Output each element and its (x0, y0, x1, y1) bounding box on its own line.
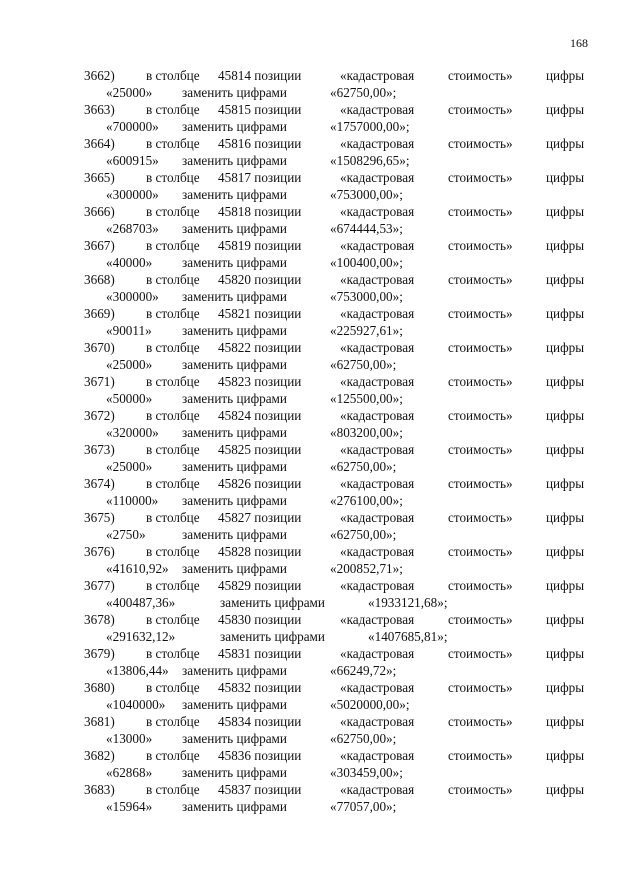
old-value: «13000» (106, 731, 153, 746)
replace-text: заменить цифрами (220, 595, 325, 610)
column-text: в столбце (146, 374, 200, 389)
digits-word: цифры (546, 170, 585, 185)
position-text: 45821 позиции (218, 306, 302, 321)
replace-text: заменить цифрами (220, 629, 325, 644)
new-value: «62750,00»; (330, 357, 397, 372)
digits-word: цифры (546, 680, 585, 695)
amendment-line-1 (84, 713, 594, 730)
value-word: стоимость» (448, 782, 513, 797)
item-number: 3669) (84, 306, 115, 321)
amendment-line-2 (84, 220, 594, 237)
digits-word: цифры (546, 612, 585, 627)
position-text: 45814 позиции (218, 68, 302, 83)
value-word: стоимость» (448, 578, 513, 593)
item-number: 3666) (84, 204, 115, 219)
column-text: в столбце (146, 306, 200, 321)
position-text: 45823 позиции (218, 374, 302, 389)
replace-text: заменить цифрами (182, 697, 287, 712)
position-text: 45818 позиции (218, 204, 302, 219)
item-number: 3663) (84, 102, 115, 117)
new-value: «5020000,00»; (330, 697, 410, 712)
amendment-item (84, 407, 594, 441)
column-text: в столбце (146, 510, 200, 525)
value-word: стоимость» (448, 374, 513, 389)
amendment-line-1 (84, 135, 594, 152)
amendment-line-2 (84, 390, 594, 407)
amendment-line-1 (84, 645, 594, 662)
new-value: «1407685,81»; (368, 629, 448, 644)
cadastral-word: «кадастровая (340, 510, 415, 525)
column-text: в столбце (146, 646, 200, 661)
item-number: 3678) (84, 612, 115, 627)
amendment-line-2 (84, 424, 594, 441)
cadastral-word: «кадастровая (340, 68, 415, 83)
item-number: 3677) (84, 578, 115, 593)
old-value: «700000» (106, 119, 159, 134)
value-word: стоимость» (448, 612, 513, 627)
amendment-line-1 (84, 747, 594, 764)
column-text: в столбце (146, 612, 200, 627)
item-number: 3672) (84, 408, 115, 423)
cadastral-word: «кадастровая (340, 136, 415, 151)
cadastral-word: «кадастровая (340, 612, 415, 627)
new-value: «66249,72»; (330, 663, 397, 678)
value-word: стоимость» (448, 306, 513, 321)
item-number: 3674) (84, 476, 115, 491)
amendment-line-1 (84, 67, 594, 84)
amendment-item (84, 747, 594, 781)
column-text: в столбце (146, 748, 200, 763)
replace-text: заменить цифрами (182, 663, 287, 678)
amendment-line-2 (84, 594, 594, 611)
amendment-line-2 (84, 152, 594, 169)
position-text: 45820 позиции (218, 272, 302, 287)
amendment-line-1 (84, 305, 594, 322)
value-word: стоимость» (448, 680, 513, 695)
old-value: «268703» (106, 221, 159, 236)
amendment-line-2 (84, 526, 594, 543)
cadastral-word: «кадастровая (340, 442, 415, 457)
column-text: в столбце (146, 102, 200, 117)
item-number: 3682) (84, 748, 115, 763)
amendment-item (84, 339, 594, 373)
value-word: стоимость» (448, 442, 513, 457)
digits-word: цифры (546, 272, 585, 287)
position-text: 45831 позиции (218, 646, 302, 661)
new-value: «62750,00»; (330, 459, 397, 474)
cadastral-word: «кадастровая (340, 170, 415, 185)
column-text: в столбце (146, 714, 200, 729)
replace-text: заменить цифрами (182, 459, 287, 474)
amendment-line-1 (84, 169, 594, 186)
replace-text: заменить цифрами (182, 85, 287, 100)
replace-text: заменить цифрами (182, 765, 287, 780)
item-number: 3670) (84, 340, 115, 355)
new-value: «77057,00»; (330, 799, 397, 814)
value-word: стоимость» (448, 68, 513, 83)
replace-text: заменить цифрами (182, 289, 287, 304)
amendment-item (84, 203, 594, 237)
old-value: «110000» (106, 493, 159, 508)
old-value: «1040000» (106, 697, 166, 712)
value-word: стоимость» (448, 102, 513, 117)
amendment-line-1 (84, 679, 594, 696)
old-value: «25000» (106, 357, 153, 372)
item-number: 3673) (84, 442, 115, 457)
replace-text: заменить цифрами (182, 493, 287, 508)
new-value: «753000,00»; (330, 289, 403, 304)
column-text: в столбце (146, 782, 200, 797)
replace-text: заменить цифрами (182, 187, 287, 202)
cadastral-word: «кадастровая (340, 578, 415, 593)
amendment-line-1 (84, 611, 594, 628)
value-word: стоимость» (448, 714, 513, 729)
position-text: 45829 позиции (218, 578, 302, 593)
digits-word: цифры (546, 374, 585, 389)
cadastral-word: «кадастровая (340, 204, 415, 219)
column-text: в столбце (146, 170, 200, 185)
old-value: «25000» (106, 85, 153, 100)
amendment-item (84, 135, 594, 169)
amendment-line-1 (84, 781, 594, 798)
cadastral-word: «кадастровая (340, 272, 415, 287)
new-value: «62750,00»; (330, 85, 397, 100)
position-text: 45825 позиции (218, 442, 302, 457)
amendment-line-2 (84, 628, 594, 645)
replace-text: заменить цифрами (182, 255, 287, 270)
digits-word: цифры (546, 408, 585, 423)
cadastral-word: «кадастровая (340, 714, 415, 729)
old-value: «291632,12» (106, 629, 176, 644)
position-text: 45816 позиции (218, 136, 302, 151)
value-word: стоимость» (448, 510, 513, 525)
amendment-line-2 (84, 84, 594, 101)
old-value: «13806,44» (106, 663, 169, 678)
page-number: 168 (570, 36, 588, 50)
cadastral-word: «кадастровая (340, 748, 415, 763)
cadastral-word: «кадастровая (340, 340, 415, 355)
value-word: стоимость» (448, 748, 513, 763)
position-text: 45819 позиции (218, 238, 302, 253)
column-text: в столбце (146, 238, 200, 253)
amendment-line-2 (84, 356, 594, 373)
amendment-line-1 (84, 203, 594, 220)
digits-word: цифры (546, 510, 585, 525)
new-value: «200852,71»; (330, 561, 403, 576)
column-text: в столбце (146, 476, 200, 491)
replace-text: заменить цифрами (182, 119, 287, 134)
amendment-item (84, 611, 594, 645)
new-value: «674444,53»; (330, 221, 403, 236)
replace-text: заменить цифрами (182, 425, 287, 440)
column-text: в столбце (146, 204, 200, 219)
amendment-line-2 (84, 322, 594, 339)
digits-word: цифры (546, 340, 585, 355)
new-value: «100400,00»; (330, 255, 403, 270)
value-word: стоимость» (448, 408, 513, 423)
old-value: «400487,36» (106, 595, 176, 610)
cadastral-word: «кадастровая (340, 306, 415, 321)
column-text: в столбце (146, 442, 200, 457)
amendment-item (84, 645, 594, 679)
item-number: 3683) (84, 782, 115, 797)
amendment-item (84, 169, 594, 203)
cadastral-word: «кадастровая (340, 238, 415, 253)
cadastral-word: «кадастровая (340, 476, 415, 491)
new-value: «225927,61»; (330, 323, 403, 338)
replace-text: заменить цифрами (182, 357, 287, 372)
amendment-line-2 (84, 118, 594, 135)
amendment-item (84, 475, 594, 509)
item-number: 3671) (84, 374, 115, 389)
position-text: 45832 позиции (218, 680, 302, 695)
amendment-line-1 (84, 101, 594, 118)
new-value: «125500,00»; (330, 391, 403, 406)
position-text: 45826 позиции (218, 476, 302, 491)
amendment-line-1 (84, 577, 594, 594)
position-text: 45824 позиции (218, 408, 302, 423)
position-text: 45836 позиции (218, 748, 302, 763)
digits-word: цифры (546, 102, 585, 117)
item-number: 3675) (84, 510, 115, 525)
amendment-item (84, 679, 594, 713)
position-text: 45834 позиции (218, 714, 302, 729)
digits-word: цифры (546, 782, 585, 797)
digits-word: цифры (546, 136, 585, 151)
old-value: «320000» (106, 425, 159, 440)
column-text: в столбце (146, 544, 200, 559)
replace-text: заменить цифрами (182, 527, 287, 542)
item-number: 3668) (84, 272, 115, 287)
old-value: «40000» (106, 255, 153, 270)
amendment-line-1 (84, 237, 594, 254)
position-text: 45815 позиции (218, 102, 302, 117)
new-value: «753000,00»; (330, 187, 403, 202)
item-number: 3680) (84, 680, 115, 695)
old-value: «300000» (106, 289, 159, 304)
amendment-line-2 (84, 764, 594, 781)
item-number: 3676) (84, 544, 115, 559)
amendment-line-2 (84, 798, 594, 815)
digits-word: цифры (546, 714, 585, 729)
column-text: в столбце (146, 136, 200, 151)
new-value: «62750,00»; (330, 731, 397, 746)
cadastral-word: «кадастровая (340, 782, 415, 797)
new-value: «303459,00»; (330, 765, 403, 780)
cadastral-word: «кадастровая (340, 374, 415, 389)
position-text: 45822 позиции (218, 340, 302, 355)
amendment-item (84, 237, 594, 271)
amendment-line-1 (84, 407, 594, 424)
amendment-line-2 (84, 458, 594, 475)
old-value: «62868» (106, 765, 153, 780)
replace-text: заменить цифрами (182, 221, 287, 236)
position-text: 45837 позиции (218, 782, 302, 797)
amendment-line-2 (84, 492, 594, 509)
digits-word: цифры (546, 578, 585, 593)
old-value: «90011» (106, 323, 152, 338)
old-value: «300000» (106, 187, 159, 202)
digits-word: цифры (546, 646, 585, 661)
new-value: «276100,00»; (330, 493, 403, 508)
old-value: «50000» (106, 391, 153, 406)
amendment-line-1 (84, 441, 594, 458)
value-word: стоимость» (448, 340, 513, 355)
value-word: стоимость» (448, 272, 513, 287)
digits-word: цифры (546, 442, 585, 457)
amendment-line-1 (84, 543, 594, 560)
value-word: стоимость» (448, 476, 513, 491)
new-value: «1933121,68»; (368, 595, 448, 610)
column-text: в столбце (146, 68, 200, 83)
replace-text: заменить цифрами (182, 561, 287, 576)
value-word: стоимость» (448, 204, 513, 219)
amendment-line-2 (84, 730, 594, 747)
new-value: «62750,00»; (330, 527, 397, 542)
item-number: 3667) (84, 238, 115, 253)
amendment-item (84, 577, 594, 611)
amendment-line-1 (84, 271, 594, 288)
amendment-line-2 (84, 560, 594, 577)
digits-word: цифры (546, 204, 585, 219)
replace-text: заменить цифрами (182, 323, 287, 338)
position-text: 45828 позиции (218, 544, 302, 559)
item-number: 3665) (84, 170, 115, 185)
amendment-item (84, 373, 594, 407)
old-value: «25000» (106, 459, 153, 474)
amendment-line-2 (84, 254, 594, 271)
value-word: стоимость» (448, 238, 513, 253)
amendment-item (84, 781, 594, 815)
column-text: в столбце (146, 408, 200, 423)
digits-word: цифры (546, 544, 585, 559)
column-text: в столбце (146, 578, 200, 593)
value-word: стоимость» (448, 170, 513, 185)
position-text: 45817 позиции (218, 170, 302, 185)
item-number: 3679) (84, 646, 115, 661)
value-word: стоимость» (448, 136, 513, 151)
cadastral-word: «кадастровая (340, 102, 415, 117)
amendment-item (84, 101, 594, 135)
amendment-line-1 (84, 509, 594, 526)
amendment-line-2 (84, 662, 594, 679)
old-value: «600915» (106, 153, 159, 168)
amendment-line-1 (84, 339, 594, 356)
amendment-item (84, 271, 594, 305)
item-number: 3662) (84, 68, 115, 83)
cadastral-word: «кадастровая (340, 408, 415, 423)
digits-word: цифры (546, 306, 585, 321)
amendment-item (84, 305, 594, 339)
amendment-item (84, 713, 594, 747)
old-value: «2750» (106, 527, 146, 542)
old-value: «41610,92» (106, 561, 169, 576)
cadastral-word: «кадастровая (340, 646, 415, 661)
column-text: в столбце (146, 340, 200, 355)
old-value: «15964» (106, 799, 153, 814)
value-word: стоимость» (448, 544, 513, 559)
column-text: в столбце (146, 680, 200, 695)
cadastral-word: «кадастровая (340, 680, 415, 695)
amendment-item (84, 441, 594, 475)
replace-text: заменить цифрами (182, 731, 287, 746)
replace-text: заменить цифрами (182, 799, 287, 814)
amendment-item (84, 509, 594, 543)
digits-word: цифры (546, 748, 585, 763)
amendment-item (84, 543, 594, 577)
replace-text: заменить цифрами (182, 153, 287, 168)
digits-word: цифры (546, 68, 585, 83)
new-value: «1508296,65»; (330, 153, 410, 168)
amendment-line-2 (84, 288, 594, 305)
cadastral-word: «кадастровая (340, 544, 415, 559)
column-text: в столбце (146, 272, 200, 287)
position-text: 45827 позиции (218, 510, 302, 525)
amendment-list (84, 67, 594, 815)
amendment-line-2 (84, 696, 594, 713)
position-text: 45830 позиции (218, 612, 302, 627)
value-word: стоимость» (448, 646, 513, 661)
amendment-line-2 (84, 186, 594, 203)
replace-text: заменить цифрами (182, 391, 287, 406)
new-value: «1757000,00»; (330, 119, 410, 134)
new-value: «803200,00»; (330, 425, 403, 440)
item-number: 3681) (84, 714, 115, 729)
amendment-line-1 (84, 373, 594, 390)
digits-word: цифры (546, 476, 585, 491)
digits-word: цифры (546, 238, 585, 253)
amendment-item (84, 67, 594, 101)
item-number: 3664) (84, 136, 115, 151)
amendment-line-1 (84, 475, 594, 492)
